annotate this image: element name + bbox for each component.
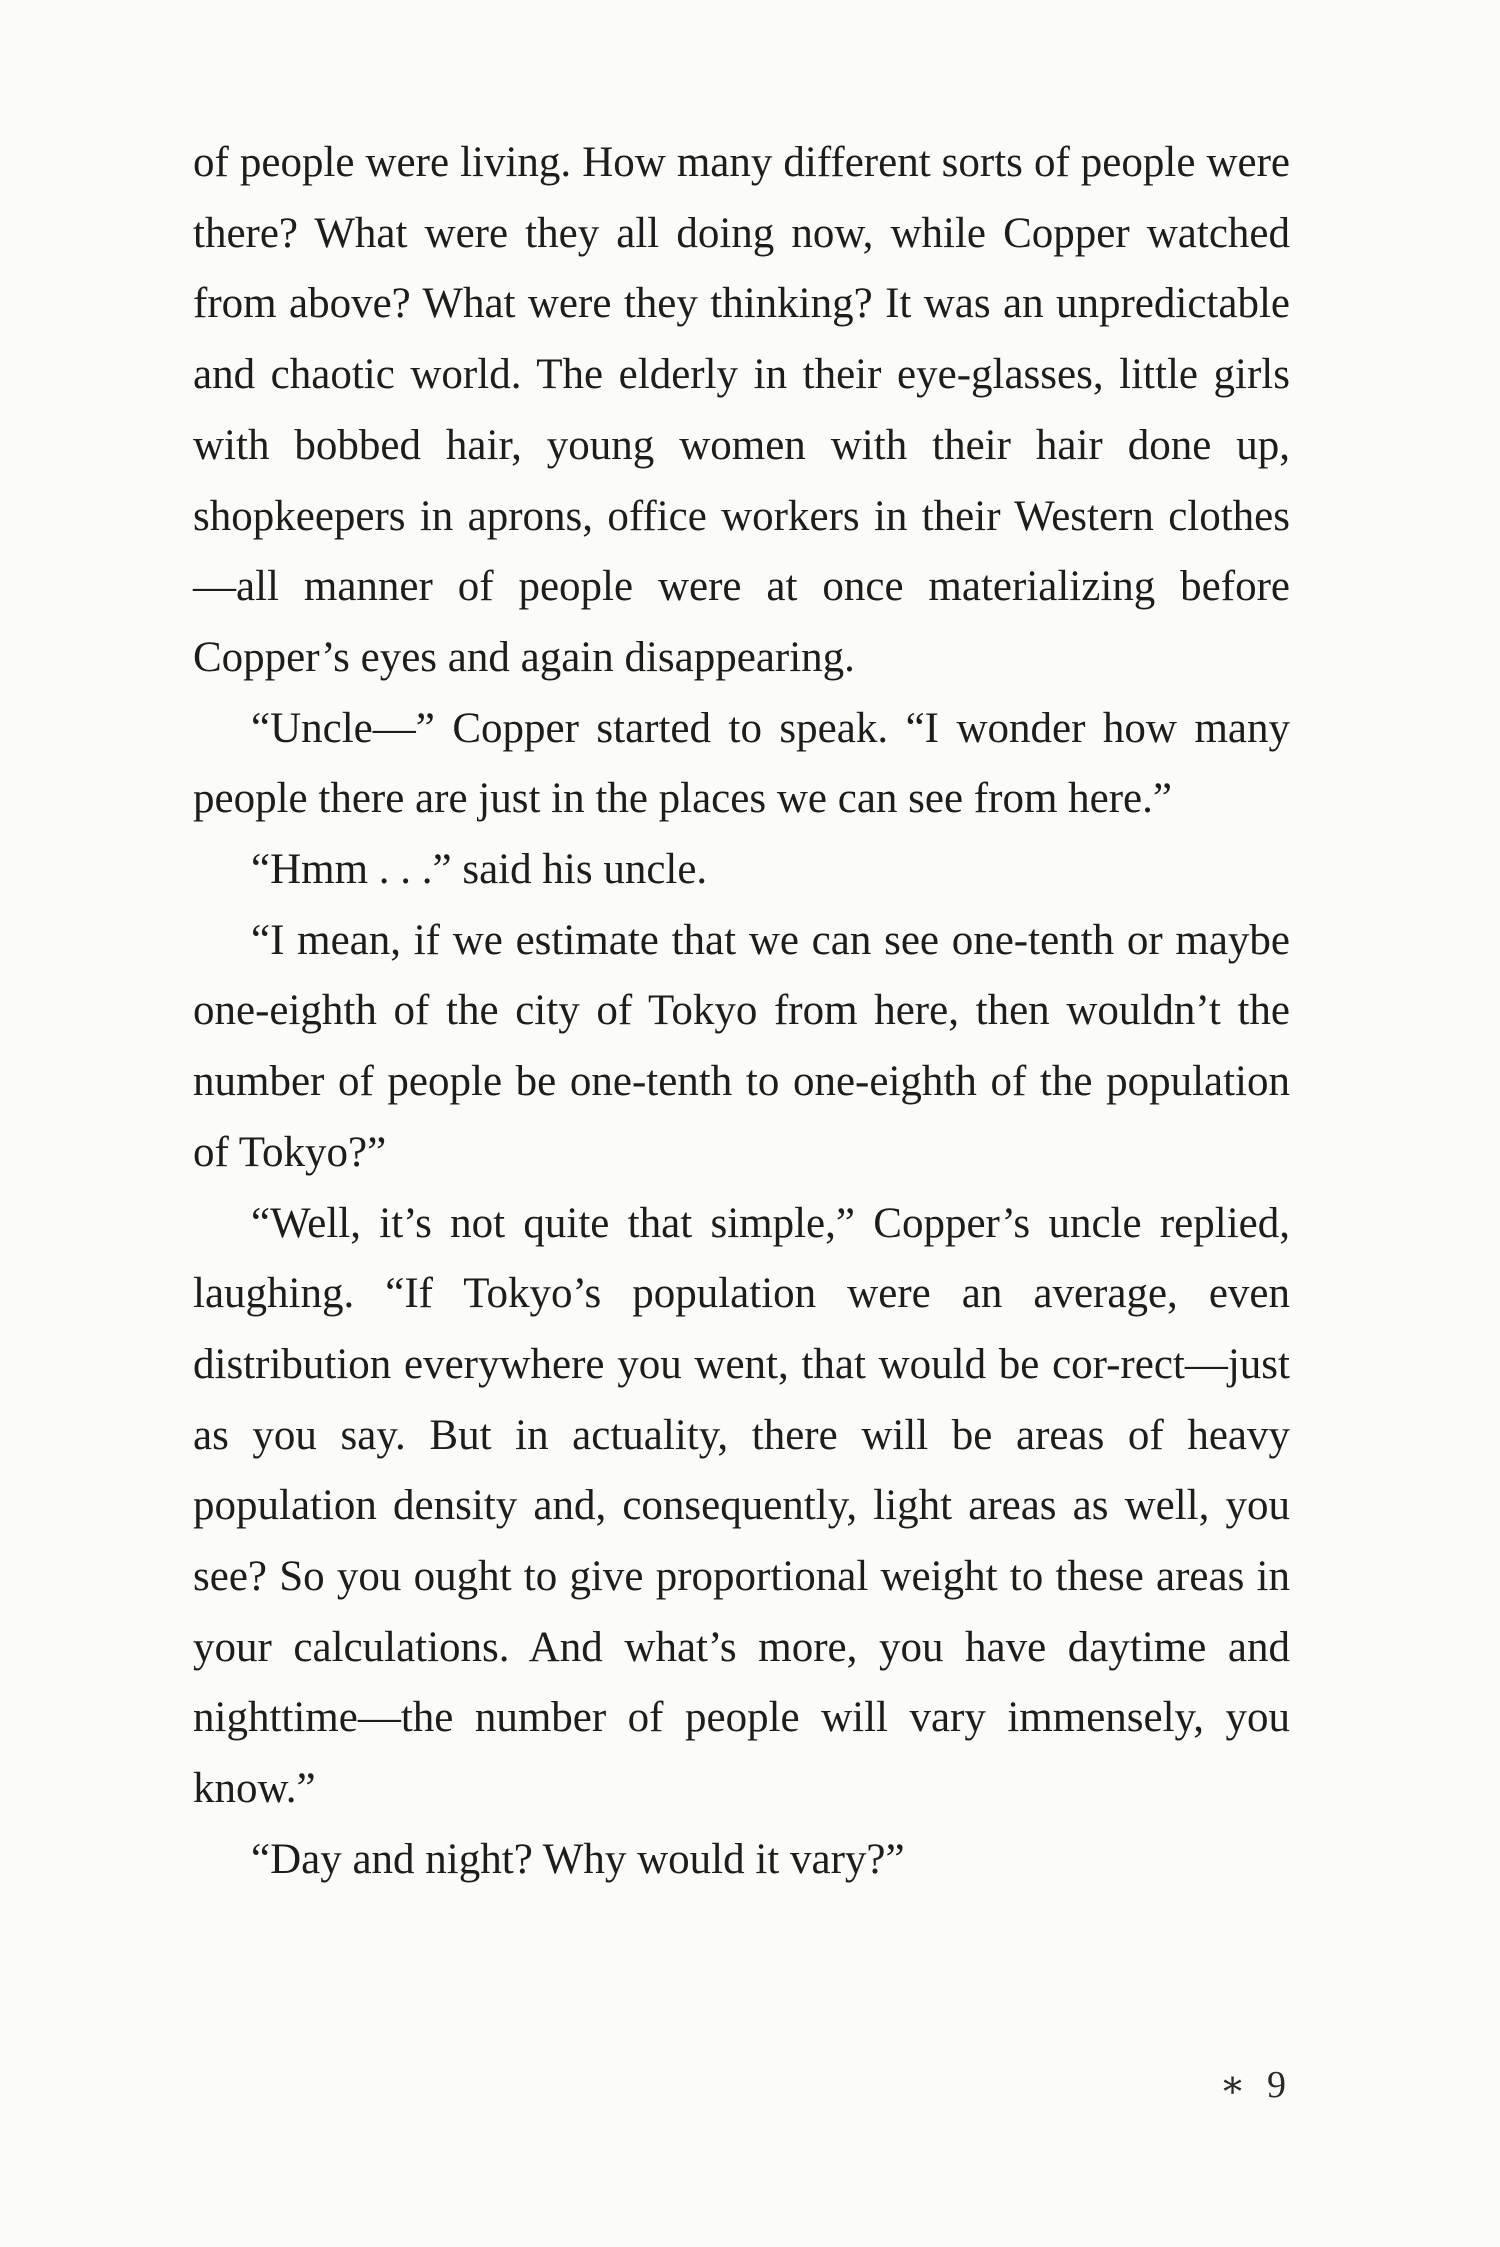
paragraph-dialogue-hmm: “Hmm . . .” said his uncle. xyxy=(251,846,708,894)
page-number: ∗ 9 xyxy=(1219,2064,1292,2106)
body-text xyxy=(193,128,1290,1896)
paragraph-dialogue-uncle: “Uncle—” Copper started to speak. “I wonder how many people there are just in the places we can see from here.” xyxy=(193,704,1290,823)
paragraph-dialogue-question: “Day and night? Why would it vary?” xyxy=(251,1835,905,1883)
paragraph-continuation: of people were living. How many different sorts of people were there? What were they all doing now, while Copper watched from above? What were they thinking? It was an unpredictable and chaotic world. The elderly in their eye-glasses, little girls with bobbed hair, young women with their hair done up, shopkeepers in aprons, office workers in their Western clothes—all manner of people were at once materializing before Copper’s eyes and again disappearing. xyxy=(193,139,1290,681)
paragraph-dialogue-estimate: “I mean, if we estimate that we can see one-tenth or maybe one-eighth of the city of Tokyo from here, then wouldn’t the number of people be one-tenth to one-eighth of the population of Tokyo?” xyxy=(193,916,1290,1176)
paragraph-dialogue-reply: “Well, it’s not quite that simple,” Copper’s uncle replied, laughing. “If Tokyo’s population were an average, even distribution everywhere you went, that would be cor-rect—just as you say. But in actuality, there will be areas of heavy population density and, consequently, light areas as well, you see? So you ought to give proportional weight to these areas in your calculations. And what’s more, you have daytime and nighttime—the number of people will vary immensely, you know.” xyxy=(193,1199,1290,1813)
